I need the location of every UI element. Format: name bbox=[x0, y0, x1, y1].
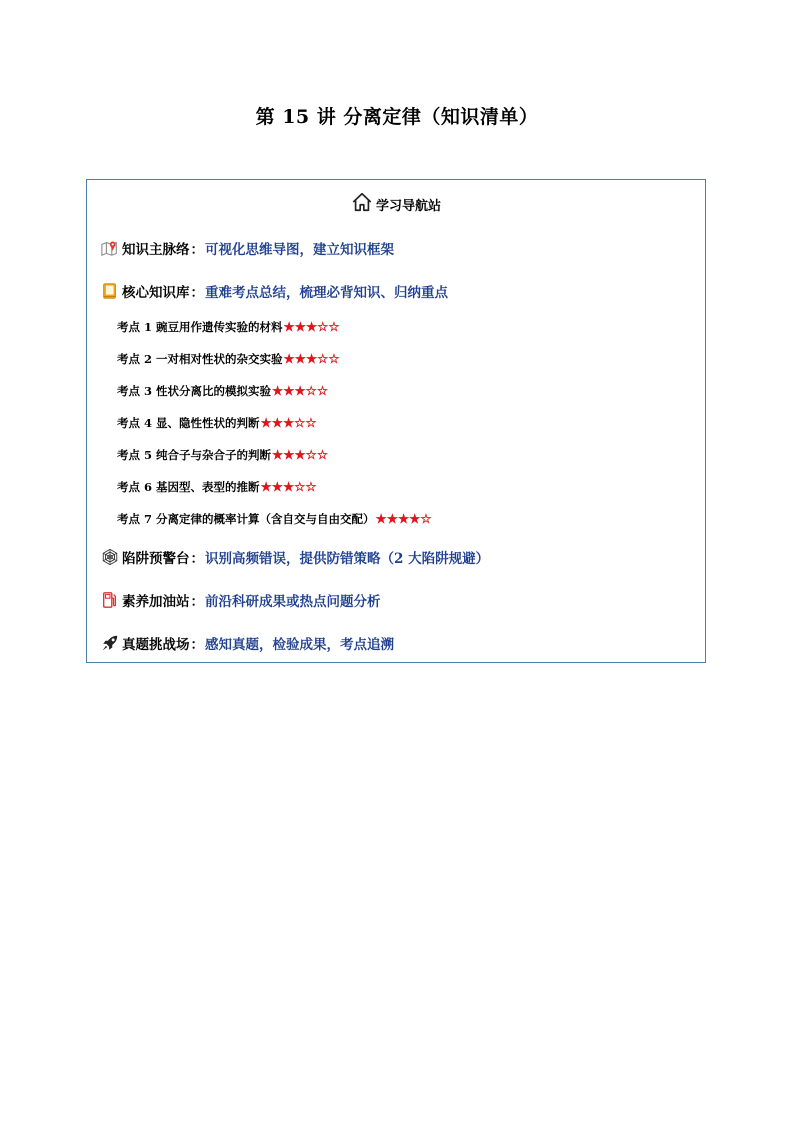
difficulty-stars bbox=[283, 350, 340, 366]
fuel-pump-icon bbox=[101, 591, 119, 609]
difficulty-stars bbox=[260, 414, 317, 430]
star-filled-icon: ★ bbox=[375, 510, 387, 526]
key-point-item[interactable] bbox=[117, 319, 340, 335]
section-desc: 重难考点总结，梳理必背知识、归纳重点 bbox=[205, 285, 448, 301]
difficulty-stars bbox=[260, 478, 317, 494]
star-empty-icon: ☆ bbox=[305, 478, 317, 494]
difficulty-stars bbox=[272, 446, 329, 462]
star-filled-icon: ★ bbox=[260, 414, 272, 430]
difficulty-stars bbox=[375, 510, 432, 526]
rocket-icon bbox=[101, 634, 119, 652]
section-label: 核心知识库 bbox=[122, 285, 190, 301]
star-empty-icon: ☆ bbox=[420, 510, 432, 526]
star-filled-icon: ★ bbox=[294, 446, 306, 462]
star-empty-icon: ☆ bbox=[316, 382, 329, 398]
key-point-item[interactable] bbox=[117, 447, 328, 463]
star-filled-icon: ★ bbox=[305, 350, 318, 366]
section-desc: 前沿科研成果或热点问题分析 bbox=[205, 594, 381, 610]
star-filled-icon: ★ bbox=[283, 382, 295, 398]
key-point-item[interactable] bbox=[117, 415, 317, 431]
star-filled-icon: ★ bbox=[272, 382, 284, 398]
nav-header-label: 学习导航站 bbox=[375, 198, 441, 214]
star-filled-icon: ★ bbox=[294, 382, 306, 398]
star-empty-icon: ☆ bbox=[294, 414, 306, 430]
page-title: 第 15 讲 分离定律（知识清单） bbox=[255, 106, 539, 128]
star-empty-icon: ☆ bbox=[294, 478, 306, 494]
star-filled-icon: ★ bbox=[409, 510, 421, 526]
key-point-label: 考点 2 一对相对性状的杂交实验 bbox=[117, 352, 283, 366]
star-empty-icon: ☆ bbox=[328, 318, 340, 334]
star-filled-icon: ★ bbox=[282, 478, 295, 494]
star-filled-icon: ★ bbox=[271, 478, 283, 494]
star-filled-icon: ★ bbox=[282, 414, 295, 430]
star-empty-icon: ☆ bbox=[328, 350, 340, 366]
star-filled-icon: ★ bbox=[283, 318, 295, 334]
key-point-label: 考点 6 基因型、表型的推断 bbox=[117, 480, 260, 494]
nav-header bbox=[87, 192, 705, 216]
difficulty-stars bbox=[272, 382, 329, 398]
star-filled-icon: ★ bbox=[283, 350, 295, 366]
section-desc: 感知真题，检验成果，考点追溯 bbox=[205, 637, 394, 653]
section-label: 知识主脉络 bbox=[122, 242, 190, 258]
section-exam-challenge[interactable]: 真题挑战场 ： 感知真题，检验成果，考点追溯 bbox=[101, 633, 394, 653]
star-empty-icon: ☆ bbox=[305, 446, 317, 462]
star-filled-icon: ★ bbox=[294, 350, 306, 366]
section-desc: 识别高频错误，提供防错策略（2 大陷阱规避） bbox=[205, 551, 490, 567]
difficulty-stars bbox=[283, 318, 340, 334]
section-literacy-station[interactable]: 素养加油站 ： 前沿科研成果或热点问题分析 bbox=[101, 590, 381, 610]
map-pin-icon bbox=[101, 239, 119, 257]
book-icon bbox=[101, 282, 119, 300]
key-point-item[interactable] bbox=[117, 383, 328, 399]
star-filled-icon: ★ bbox=[283, 446, 295, 462]
star-filled-icon: ★ bbox=[260, 478, 272, 494]
star-empty-icon: ☆ bbox=[317, 350, 329, 366]
star-filled-icon: ★ bbox=[397, 510, 410, 526]
web-trap-icon bbox=[101, 548, 119, 566]
key-point-label: 考点 3 性状分离比的模拟实验 bbox=[117, 384, 272, 398]
section-label: 陷阱预警台 bbox=[122, 551, 190, 567]
star-empty-icon: ☆ bbox=[317, 318, 329, 334]
star-filled-icon: ★ bbox=[305, 318, 318, 334]
star-filled-icon: ★ bbox=[271, 414, 283, 430]
key-point-label: 考点 5 纯合子与杂合子的判断 bbox=[117, 448, 272, 462]
learning-navigation-box bbox=[86, 179, 706, 663]
star-filled-icon: ★ bbox=[272, 446, 284, 462]
home-icon bbox=[351, 191, 376, 217]
section-desc: 可视化思维导图，建立知识框架 bbox=[205, 242, 394, 258]
key-point-item[interactable] bbox=[117, 511, 432, 527]
key-point-label: 考点 7 分离定律的概率计算（含自交与自由交配） bbox=[117, 512, 375, 526]
section-label: 素养加油站 bbox=[122, 594, 190, 610]
section-trap-warning[interactable]: 陷阱预警台 ： 识别高频错误，提供防错策略（2 大陷阱规避） bbox=[101, 547, 489, 567]
star-empty-icon: ☆ bbox=[316, 446, 329, 462]
star-empty-icon: ☆ bbox=[305, 382, 317, 398]
section-knowledge-map[interactable]: 知识主脉络 ： 可视化思维导图，建立知识框架 bbox=[101, 238, 394, 258]
key-point-item[interactable] bbox=[117, 351, 340, 367]
key-point-item[interactable] bbox=[117, 479, 317, 495]
section-core-knowledge[interactable]: 核心知识库 ： 重难考点总结，梳理必背知识、归纳重点 bbox=[101, 281, 448, 301]
key-point-label: 考点 4 显、隐性性状的判断 bbox=[117, 416, 260, 430]
star-filled-icon: ★ bbox=[386, 510, 398, 526]
key-point-label: 考点 1 豌豆用作遗传实验的材料 bbox=[117, 320, 283, 334]
star-empty-icon: ☆ bbox=[305, 414, 317, 430]
section-label: 真题挑战场 bbox=[122, 637, 190, 653]
star-filled-icon: ★ bbox=[294, 318, 306, 334]
